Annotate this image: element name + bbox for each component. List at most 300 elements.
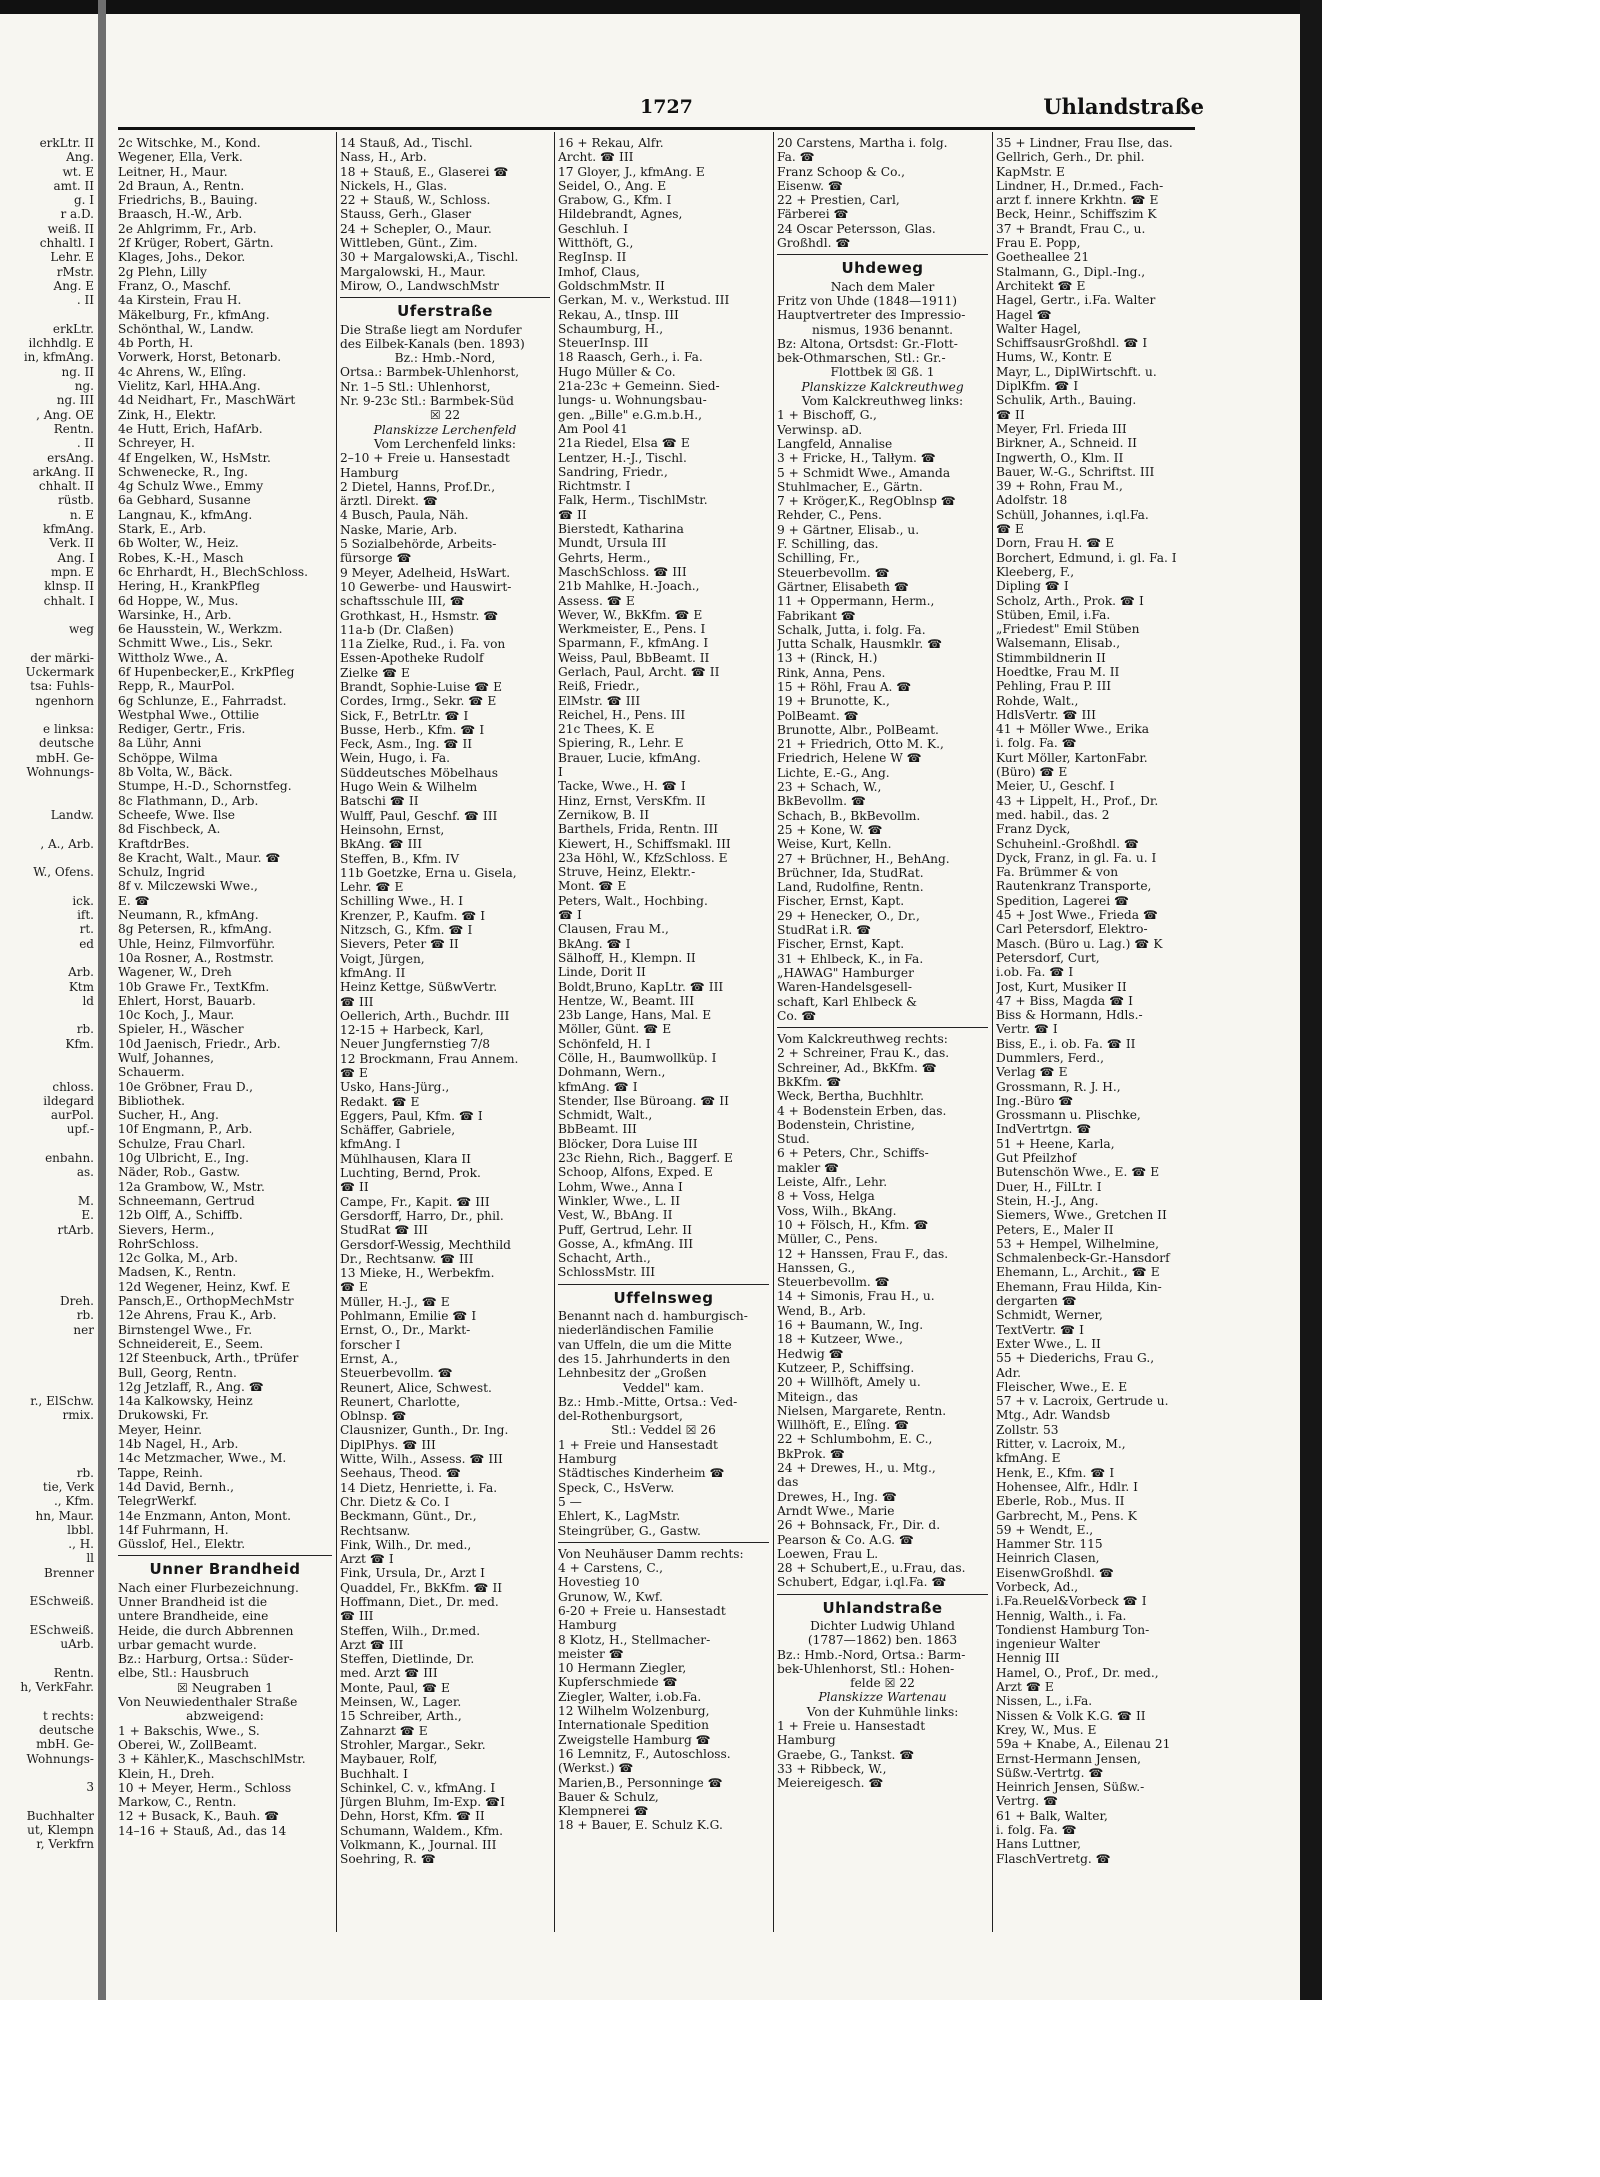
directory-entry: Sievers, Peter ☎ II [340, 937, 459, 952]
edge-fragment [0, 1251, 96, 1265]
directory-entry: Leitner, H., Maur. [118, 164, 228, 179]
directory-entry: fürsorge ☎ [340, 551, 412, 566]
directory-entry: Internationale Spedition [558, 1718, 709, 1733]
directory-entry: Linde, Dorit II [558, 965, 646, 980]
directory-entry: Heinrich Clasen, [996, 1551, 1100, 1566]
directory-entry: Clausen, Frau M., [558, 922, 669, 937]
directory-entry: i. folg. Fa. ☎ [996, 1823, 1077, 1838]
directory-entry: Vertrg. ☎ [996, 1794, 1059, 1809]
directory-entry: Bz.: Harburg, Ortsa.: Süder- [118, 1652, 294, 1667]
directory-entry: Wulff, Paul, Geschf. ☎ III [340, 808, 498, 823]
directory-entry: Nitzsch, G., Kfm. ☎ I [340, 923, 473, 938]
edge-fragment: h, VerkFahr. [20, 1680, 94, 1695]
directory-entry: Duer, H., FilLtr. I [996, 1179, 1102, 1194]
directory-entry: Weise, Kurt, Kelln. [777, 837, 892, 852]
directory-entry: Schwenecke, R., Ing. [118, 464, 249, 479]
directory-entry: 11 + Oppermann, Herm., [777, 594, 935, 609]
directory-entry: Scheefe, Wwe. Ilse [118, 807, 236, 822]
edge-fragment: chhalt. II [38, 479, 94, 494]
directory-entry: ☎ III [340, 994, 374, 1009]
directory-entry: 4 + Carstens, C., [558, 1561, 663, 1576]
directory-entry: Wein, Hugo, i. Fa. [340, 751, 451, 766]
directory-entry: 16 + Baumann, W., Ing. [777, 1318, 924, 1333]
directory-entry: SchiffsausrGroßhdl. ☎ I [996, 336, 1148, 351]
directory-entry: Eggers, Paul, Kfm. ☎ I [340, 1108, 483, 1123]
directory-entry: Schalk, Jutta, i. folg. Fa. [777, 622, 926, 637]
directory-entry: 4b Porth, H. [118, 336, 194, 351]
directory-entry: KapMstr. E [996, 164, 1065, 179]
edge-fragment: mbH. Ge- [36, 1737, 94, 1752]
directory-entry: Marien,B., Personninge ☎ [558, 1775, 723, 1790]
directory-entry: Oblnsp. ☎ [340, 1409, 407, 1424]
directory-entry: Sandring, Friedr., [558, 464, 668, 479]
directory-entry: Hovestieg 10 [558, 1575, 640, 1590]
directory-entry: Mont. ☎ E [558, 879, 627, 894]
column-divider [336, 132, 337, 1932]
directory-entry: Carl Petersdorf, Elektro- [996, 922, 1148, 937]
directory-entry: 12 Wilhelm Wolzenburg, [558, 1704, 710, 1719]
directory-entry: Arzt ☎ III [340, 1637, 404, 1652]
edge-fragment: rmix. [62, 1408, 94, 1423]
directory-entry: Meinsen, W., Lager. [340, 1695, 462, 1710]
directory-entry: 11a-b (Dr. Claßen) [340, 622, 454, 637]
directory-entry: Schulik, Arth., Bauing. [996, 393, 1137, 408]
directory-entry: 17 Gloyer, J., kfmAng. E [558, 164, 705, 179]
directory-entry: gen. „Bille" e.G.m.b.H., [558, 407, 703, 422]
page-gutter [98, 0, 106, 2000]
edge-fragment: rtArb. [57, 1222, 94, 1237]
directory-entry: Ehemann, Frau Hilda, Kin- [996, 1279, 1162, 1294]
directory-entry: Schulze, Frau Charl. [118, 1136, 246, 1151]
edge-fragment: uArb. [60, 1637, 94, 1652]
directory-entry: BkProk. ☎ [777, 1446, 846, 1461]
directory-entry: Pehling, Frau P. III [996, 679, 1112, 694]
directory-entry: Fischer, Ernst, Kapt. [777, 894, 905, 909]
edge-fragment: ., Kfm. [53, 1494, 94, 1509]
directory-entry: Süßw.-Vertrtg. ☎ [996, 1765, 1104, 1780]
directory-entry: TextVertr. ☎ I [996, 1322, 1084, 1337]
edge-fragment [0, 1265, 96, 1279]
directory-entry: Mirow, O., LandwschMstr [340, 278, 500, 293]
directory-entry: schaftsschule III, ☎ [340, 594, 465, 609]
directory-entry: kfmAng. E [996, 1451, 1061, 1466]
directory-column-5 [996, 136, 1196, 1866]
street-info-line: Bz.: Hmb.-Nord, [394, 351, 496, 366]
edge-fragment: ed [79, 936, 94, 951]
directory-entry: Loewen, Frau L. [777, 1546, 879, 1561]
directory-entry: Franz Dyck, [996, 822, 1071, 837]
directory-entry: 21c Thees, K. E [558, 722, 655, 737]
directory-entry: Schüll, Johannes, i.ql.Fa. [996, 507, 1149, 522]
edge-fragment: Wohnungs- [26, 1751, 94, 1766]
edge-fragment: M. [77, 1193, 94, 1208]
directory-entry: Goetheallee 21 [996, 250, 1090, 265]
directory-entry: 8 + Voss, Helga [777, 1189, 875, 1204]
directory-entry: Sievers, Herm., [118, 1222, 215, 1237]
directory-entry: Adolfstr. 18 [996, 493, 1068, 508]
directory-entry: bek-Othmarschen, Stl.: Gr.- [777, 351, 946, 366]
directory-entry: Gersdorff, Harro, Dr., phil. [340, 1208, 504, 1223]
directory-entry: 2c Witschke, M., Kond. [118, 136, 261, 150]
directory-entry: BkBevollm. ☎ [777, 794, 867, 809]
directory-entry: Soehring, R. ☎ [340, 1852, 436, 1867]
directory-entry: Langnau, K., kfmAng. [118, 507, 253, 522]
directory-entry: 2g Plehn, Lilly [118, 264, 207, 279]
directory-entry: I [558, 765, 563, 780]
edge-fragment: wt. E [62, 164, 94, 179]
directory-entry: Lentzer, H.-J., Tischl. [558, 450, 687, 465]
directory-entry: Meyer, Heinr. [118, 1422, 202, 1437]
directory-entry: ElMstr. ☎ III [558, 693, 641, 708]
directory-entry: TelegrWerkf. [118, 1494, 198, 1509]
directory-entry: Seidel, O., Ang. E [558, 178, 667, 193]
edge-fragment [0, 1008, 96, 1022]
directory-entry: 6d Hoppe, W., Mus. [118, 593, 239, 608]
directory-entry: 14–16 + Stauß, Ad., das 14 [118, 1823, 287, 1838]
edge-fragment [0, 1580, 96, 1594]
directory-entry: 4 Busch, Paula, Näh. [340, 508, 469, 523]
directory-entry: Benannt nach d. hamburgisch- [558, 1309, 748, 1324]
directory-entry: makler ☎ [777, 1160, 840, 1175]
edge-fragment: . II [76, 293, 94, 308]
edge-fragment: ner [73, 1322, 94, 1337]
directory-entry: Archt. ☎ III [558, 150, 634, 165]
directory-entry: Zahnarzt ☎ E [340, 1723, 428, 1738]
street-info-line: abzweigend: [186, 1709, 264, 1724]
directory-entry: 3 + Kähler,K., MaschschlMstr. [118, 1752, 306, 1767]
directory-entry: 29 + Henecker, O., Dr., [777, 908, 920, 923]
directory-entry: 23 + Schach, W., [777, 780, 882, 795]
edge-fragment: Landw. [50, 807, 94, 822]
directory-column-1 [118, 136, 332, 1838]
directory-column-4 [777, 136, 988, 1791]
directory-entry: urbar gemacht wurde. [118, 1637, 257, 1652]
directory-entry: Steffen, Dietlinde, Dr. [340, 1652, 475, 1667]
directory-entry: 53 + Hempel, Wilhelmine, [996, 1236, 1159, 1251]
directory-entry: 14f Fuhrmann, H. [118, 1522, 229, 1537]
directory-entry: Winkler, Wwe., L. II [558, 1193, 681, 1208]
directory-entry: 12-15 + Harbeck, Karl, [340, 1023, 484, 1038]
directory-entry: Von Neuhäuser Damm rechts: [558, 1546, 744, 1561]
directory-entry: 3 + Fricke, H., Talłym. ☎ [777, 451, 936, 466]
directory-entry: Siemers, Wwe., Gretchen II [996, 1208, 1167, 1223]
edge-fragment: Wohnungs- [26, 765, 94, 780]
edge-fragment [0, 308, 96, 322]
section-rule [558, 1284, 769, 1285]
directory-entry: Arzt ☎ E [996, 1680, 1054, 1695]
directory-entry: Bz: Altona, Ortsdst: Gr.-Flott- [777, 336, 958, 351]
directory-entry: Rohde, Walt., [996, 693, 1079, 708]
directory-entry: Gosse, A., kfmAng. III [558, 1236, 694, 1251]
plan-reference: Planskizze Kalckreuthweg [801, 379, 964, 394]
edge-fragment [0, 636, 96, 650]
directory-entry: Puff, Gertrud, Lehr. II [558, 1222, 692, 1237]
directory-entry: Ernst, O., Dr., Markt- [340, 1323, 471, 1338]
street-heading: Unner Brandheid [149, 1560, 301, 1579]
edge-fragment: kfmAng. [43, 522, 94, 537]
edge-fragment: Rentn. [53, 1665, 94, 1680]
directory-entry: 59 + Wendt, E., [996, 1522, 1094, 1537]
directory-entry: Franz, O., Maschf. [118, 278, 232, 293]
edge-fragment: lbbl. [67, 1522, 94, 1537]
edge-fragment [0, 1280, 96, 1294]
directory-entry: Lehr. ☎ E [340, 880, 404, 895]
directory-entry: Bz.: Hmb.-Mitte, Ortsa.: Ved- [558, 1394, 738, 1409]
edge-fragment: der märki- [30, 650, 94, 665]
directory-entry: GoldschmMstr. II [558, 278, 665, 293]
directory-entry: meister ☎ [558, 1646, 624, 1661]
directory-entry: Die Straße liegt am Nordufer [340, 322, 522, 337]
directory-entry: ☎ I [558, 908, 582, 923]
directory-entry: Steuerbevollm. ☎ [777, 565, 890, 580]
edge-fragment: , A., Arb. [40, 836, 94, 851]
directory-entry: Gersdorf-Wessig, Mechthild [340, 1237, 511, 1252]
directory-entry: Monte, Paul, ☎ E [340, 1680, 450, 1695]
edge-fragment [0, 608, 96, 622]
directory-entry: Hagel ☎ [996, 307, 1052, 322]
directory-entry: Tondienst Hamburg Ton- [996, 1622, 1150, 1637]
directory-entry: 15 + Röhl, Frau A. ☎ [777, 679, 912, 694]
directory-entry: Fritz von Uhde (1848—1911) [777, 293, 958, 308]
directory-entry: Stein, H.-J., Ang. [996, 1193, 1099, 1208]
edge-fragment: Ang. I [57, 550, 94, 565]
directory-entry: Steffen, B., Kfm. IV [340, 851, 460, 866]
directory-entry: KraftdrBes. [118, 836, 190, 851]
directory-entry: Zollstr. 53 [996, 1422, 1059, 1437]
directory-entry: Schuheinl.-Großhdl. ☎ [996, 836, 1140, 851]
directory-entry: i.ob. Fa. ☎ I [996, 965, 1074, 980]
section-rule [118, 1555, 332, 1556]
edge-fragment [0, 822, 96, 836]
directory-entry: Bull, Georg, Rentn. [118, 1365, 237, 1380]
directory-entry: Schauerm. [118, 1065, 185, 1080]
directory-entry: Waren-Handelsgesell- [777, 980, 913, 995]
directory-entry: 11b Goetzke, Erna u. Gisela, [340, 865, 517, 880]
directory-entry: Heinrich Jensen, Süßw.- [996, 1780, 1145, 1795]
directory-entry: Rekau, A., tInsp. III [558, 307, 679, 322]
directory-entry: med. habil., das. 2 [996, 807, 1110, 822]
directory-entry: Vorwerk, Horst, Betonarb. [118, 350, 282, 365]
directory-entry: Arndt Wwe., Marie [777, 1503, 895, 1518]
directory-entry: 13 Mieke, H., Werbekfm. [340, 1266, 495, 1281]
directory-entry: 14 + Simonis, Frau H., u. [777, 1289, 935, 1304]
directory-entry: Hugo Wein & Wilhelm [340, 780, 478, 795]
directory-entry: Ernst-Hermann Jensen, [996, 1751, 1142, 1766]
directory-entry: 10f Engmann, P., Arb. [118, 1122, 253, 1137]
directory-entry: 10b Grawe Fr., TextKfm. [118, 979, 270, 994]
street-info-line: ☒ Neugraben 1 [177, 1680, 273, 1695]
edge-fragment: , Ang. OE [36, 407, 94, 422]
directory-entry: 24 + Schepler, O., Maur. [340, 221, 492, 236]
directory-entry: Hagel, Gertr., i.Fa. Walter [996, 293, 1156, 308]
directory-entry: E. ☎ [118, 893, 150, 908]
directory-entry: 4e Hutt, Erich, HafArb. [118, 421, 263, 436]
directory-entry: Stud. [777, 1132, 810, 1147]
directory-entry: Voigt, Jürgen, [340, 951, 425, 966]
directory-entry: 14 Dietz, Henriette, i. Fa. [340, 1480, 498, 1495]
edge-fragment: ng. [74, 379, 94, 394]
directory-entry: 18 Raasch, Gerh., i. Fa. [558, 350, 703, 365]
directory-entry: Mäkelburg, Fr., kfmAng. [118, 307, 270, 322]
directory-entry: Spiering, R., Lehr. E [558, 736, 684, 751]
directory-entry: Schäffer, Gabriele, [340, 1123, 456, 1138]
directory-entry: 21a-23c + Gemeinn. Sied- [558, 379, 720, 394]
directory-entry: Wittleben, Günt., Zim. [340, 236, 478, 251]
directory-entry: Stimmbildnerin II [996, 650, 1106, 665]
directory-entry: Fa. Brümmer & von [996, 865, 1119, 880]
directory-entry: SteuerInsp. III [558, 336, 649, 351]
directory-entry: Stüben, Emil, i.Fa. [996, 607, 1111, 622]
edge-fragment [0, 1794, 96, 1808]
directory-entry: RegInsp. II [558, 250, 627, 265]
directory-entry: Biss, E., i. ob. Fa. ☎ II [996, 1036, 1136, 1051]
directory-entry: MaschSchloss. ☎ III [558, 564, 687, 579]
directory-entry: 59a + Knabe, A., Eilenau 21 [996, 1737, 1171, 1752]
directory-entry: Steuerbevollm. ☎ [340, 1366, 453, 1381]
directory-entry: Lindner, H., Dr.med., Fach- [996, 178, 1164, 193]
directory-entry: Gärtner, Elisabeth ☎ [777, 579, 910, 594]
directory-entry: Kupferschmiede ☎ [558, 1675, 678, 1690]
edge-fragment: enbahn. [45, 1151, 94, 1166]
directory-entry: Reiß, Friedr., [558, 679, 640, 694]
edge-fragment [0, 1651, 96, 1665]
directory-entry: Kutzeer, P., Schiffsing. [777, 1360, 915, 1375]
directory-entry: 15 Schreiber, Arth., [340, 1709, 462, 1724]
edge-fragment: . II [76, 436, 94, 451]
edge-fragment: ., H. [68, 1537, 94, 1552]
directory-entry: Willhöft, E., Elîng. ☎ [777, 1418, 910, 1433]
directory-entry: Neumann, R., kfmAng. [118, 908, 259, 923]
directory-entry: Braasch, H.-W., Arb. [118, 207, 243, 222]
directory-entry: Sucher, H., Ang. [118, 1108, 219, 1123]
edge-fragment: ift. [77, 908, 94, 923]
edge-fragment: ng. III [56, 393, 94, 408]
directory-entry: Friedrich, Helene W ☎ [777, 751, 922, 766]
directory-entry: Dohmann, Wern., [558, 1065, 666, 1080]
directory-entry: 27 + Brüchner, H., BehAng. [777, 851, 950, 866]
directory-entry: 10 + Meyer, Herm., Schloss [118, 1780, 292, 1795]
directory-entry: 24 + Drewes, H., u. Mtg., [777, 1461, 936, 1476]
directory-entry: Batschi ☎ II [340, 794, 419, 809]
directory-entry: Ritter, v. Lacroix, M., [996, 1437, 1126, 1452]
directory-entry: Leiste, Alfr., Lehr. [777, 1175, 888, 1190]
directory-entry: Mühlhausen, Klara II [340, 1151, 471, 1166]
directory-entry: Nielsen, Margarete, Rentn. [777, 1403, 947, 1418]
edge-fragment: chloss. [52, 1079, 94, 1094]
directory-entry: 2e Ahlgrimm, Fr., Arb. [118, 221, 257, 236]
directory-entry: Birnstengel Wwe., Fr. [118, 1322, 253, 1337]
directory-entry: 1 + Freie u. Hansestadt [777, 1719, 926, 1734]
directory-entry: Speck, C., HsVerw. [558, 1480, 675, 1495]
directory-entry: 26 + Bohnsack, Fr., Dir. d. [777, 1518, 941, 1533]
directory-entry: Schubert, Edgar, i.ql.Fa. ☎ [777, 1575, 947, 1590]
edge-fragment: chhalt. I [43, 593, 94, 608]
directory-entry: niederländischen Familie [558, 1323, 714, 1338]
directory-entry: elbe, Stl.: Hausbruch [118, 1666, 250, 1681]
directory-entry: Stumpe, H.-D., Schornstfeg. [118, 779, 292, 794]
edge-fragment: rt. [79, 922, 94, 937]
column-divider [554, 132, 555, 1932]
directory-entry: Franz Schoop & Co., [777, 164, 905, 179]
directory-entry: Kleeberg, F., [996, 564, 1075, 579]
edge-fragment [0, 1366, 96, 1380]
directory-entry: Ehlert, Horst, Bauarb. [118, 993, 256, 1008]
directory-entry: Peters, E., Maler II [996, 1222, 1114, 1237]
directory-entry: untere Brandheide, eine [118, 1609, 269, 1624]
edge-fragment: rMstr. [56, 264, 94, 279]
directory-entry: Werkmeister, E., Pens. I [558, 622, 706, 637]
directory-entry: Zielke ☎ E [340, 665, 410, 680]
directory-entry: Strohler, Margar., Sekr. [340, 1737, 486, 1752]
page-number: 1727 [640, 96, 693, 118]
directory-entry: del-Rothenburgsort, [558, 1409, 683, 1424]
directory-entry: kfmAng. I [340, 1137, 401, 1152]
directory-entry: DiplPhys. ☎ III [340, 1437, 436, 1452]
edge-fragment [0, 1237, 96, 1251]
directory-entry: „HAWAG" Hamburger [777, 965, 914, 980]
directory-entry: Miteign., das [777, 1389, 858, 1404]
directory-entry: Henk, E., Kfm. ☎ I [996, 1465, 1115, 1480]
directory-entry: Spedition, Lagerei ☎ [996, 893, 1130, 908]
directory-entry: i.Fa.Reuel&Vorbeck ☎ I [996, 1594, 1147, 1609]
directory-entry: 6f Hupenbecker,E., KrkPfleg [118, 664, 295, 679]
edge-fragment: tie, Verk [42, 1479, 94, 1494]
directory-entry: Wagener, W., Dreh [118, 965, 232, 980]
directory-entry: 2f Krüger, Robert, Gärtn. [118, 236, 274, 251]
directory-entry: Beck, Heinr., Schiffszim K [996, 207, 1157, 222]
edge-fragment: E. [81, 1208, 94, 1223]
directory-entry: Fabrikant ☎ [777, 608, 856, 623]
edge-fragment: ut, Klempn [27, 1823, 94, 1838]
directory-entry: Chr. Dietz & Co. I [340, 1494, 450, 1509]
directory-entry: Sick, F., BetrLtr. ☎ I [340, 708, 469, 723]
directory-entry: Boldt,Bruno, KapLtr. ☎ III [558, 979, 724, 994]
directory-entry: 11a Zielke, Rud., i. Fa. von [340, 637, 506, 652]
directory-entry: Hanssen, G., [777, 1260, 856, 1275]
directory-entry: 6b Wolter, W., Heiz. [118, 536, 239, 551]
directory-entry: BkKfm. ☎ [777, 1075, 842, 1089]
directory-entry: Hoffmann, Diet., Dr. med. [340, 1594, 499, 1609]
directory-entry: Schilling, Fr., [777, 551, 860, 566]
edge-fragment [0, 1051, 96, 1065]
directory-entry: Dehn, Horst, Kfm. ☎ II [340, 1809, 485, 1824]
edge-fragment: 3 [86, 1780, 94, 1795]
column-divider [992, 132, 993, 1932]
directory-entry: Drewes, H., Ing. ☎ [777, 1489, 898, 1504]
directory-entry: (Büro) ☎ E [996, 765, 1068, 780]
directory-entry: 25 + Kone, W. ☎ [777, 822, 883, 837]
directory-entry: Hennig III [996, 1651, 1060, 1666]
directory-entry: DiplKfm. ☎ I [996, 379, 1079, 394]
directory-entry: 9 + Gärtner, Elisab., u. [777, 522, 920, 537]
directory-entry: Gellrich, Gerh., Dr. phil. [996, 150, 1145, 165]
directory-entry: 20 Carstens, Martha i. folg. [777, 136, 948, 150]
edge-fragment: r a.D. [60, 207, 94, 222]
directory-entry: Steingrüber, G., Gastw. [558, 1523, 701, 1538]
edge-fragment [0, 1351, 96, 1365]
directory-entry: Süddeutsches Möbelhaus [340, 765, 498, 780]
directory-entry: 14e Enzmann, Anton, Mont. [118, 1508, 291, 1523]
directory-entry: Nissen & Volk K.G. ☎ II [996, 1708, 1146, 1723]
directory-entry: Schilling Wwe., H. I [340, 894, 464, 909]
directory-entry: Land, Rudolfine, Rentn. [777, 880, 924, 895]
directory-entry: Cordes, Irmg., Sekr. ☎ E [340, 694, 497, 709]
directory-entry: Jürgen Bluhm, Im-Exp. ☎I [340, 1795, 505, 1810]
edge-fragment: t rechts: [43, 1708, 94, 1723]
edge-fragment: r., ElSchw. [30, 1394, 94, 1409]
directory-entry: Naske, Marie, Arb. [340, 522, 458, 537]
edge-fragment: Dreh. [59, 1294, 94, 1309]
